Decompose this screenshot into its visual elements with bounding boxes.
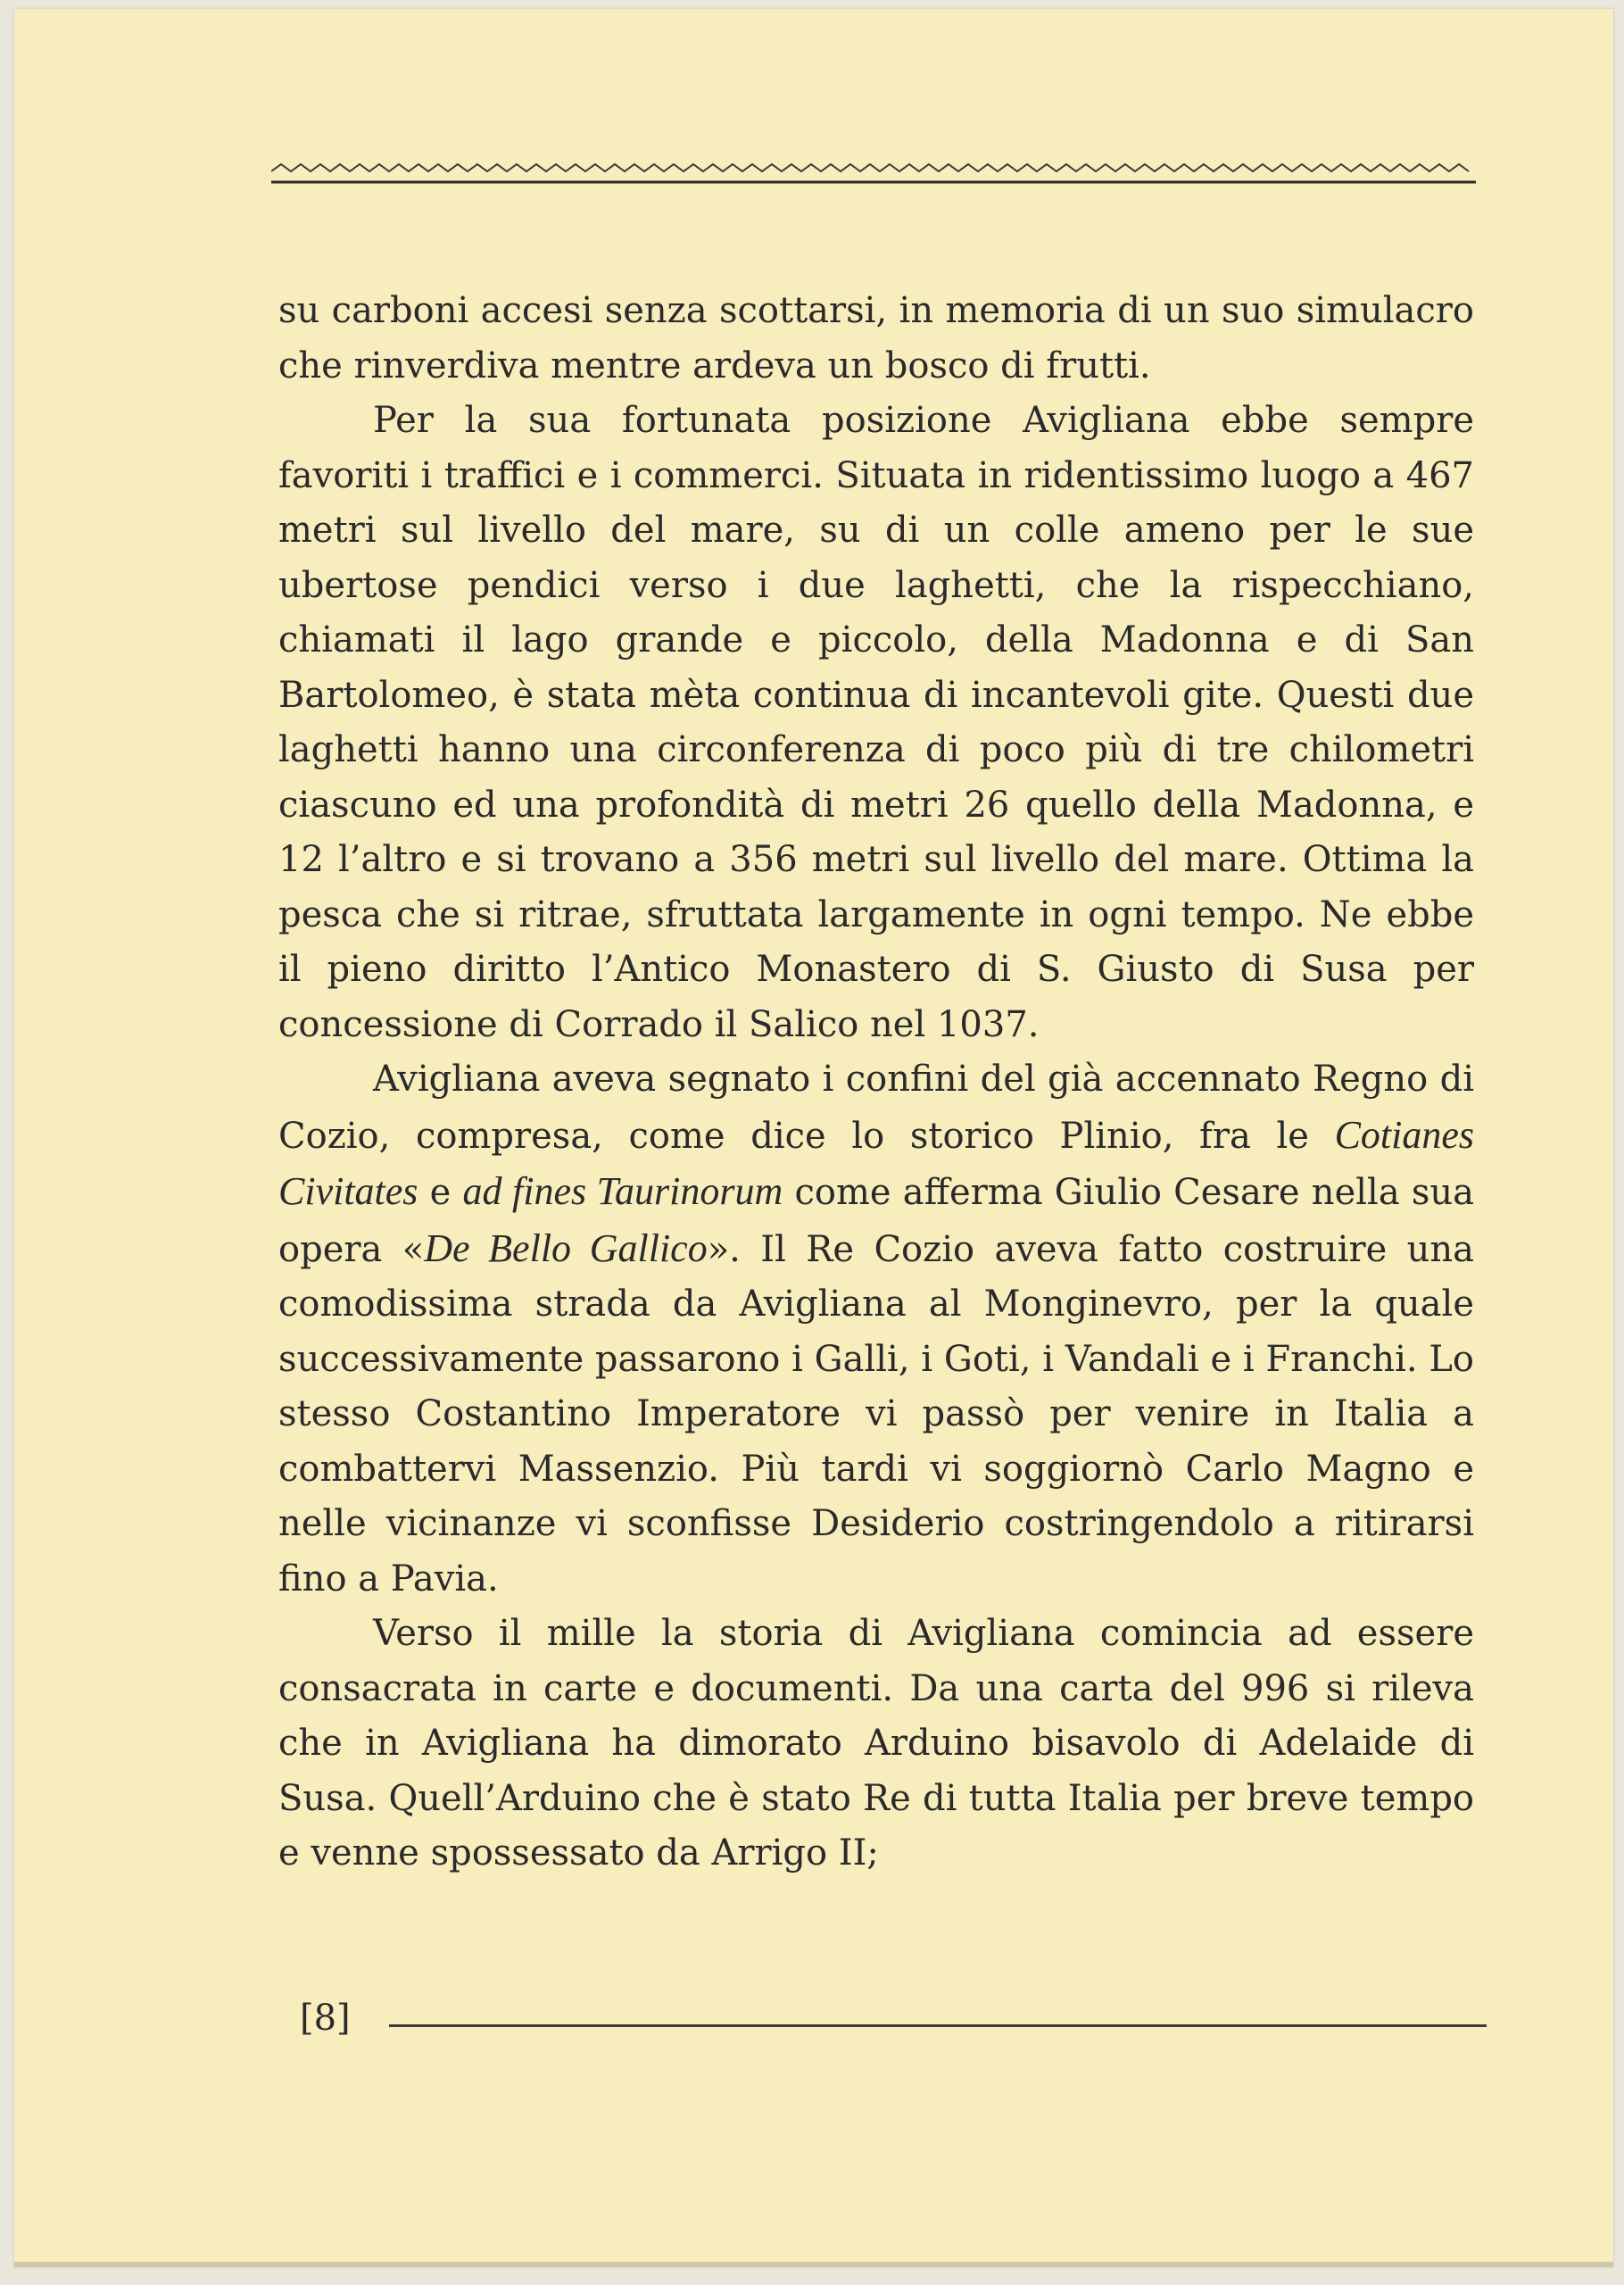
header-ornament	[271, 152, 1476, 187]
paragraph-4: Verso il mille la storia di Avigliana comincia ad essere consacrata in carte e documenti. Da una carta del 996 si rileva che in Avigliana ha dimorato Arduino bisavolo di Adelaide di Susa. Quell’Arduino che è stato Re di tutta Italia per breve tempo e venne spossessato da Arrigo II;	[278, 1613, 1474, 1874]
page-edge	[14, 2262, 1613, 2267]
paragraph-3-part-3: come afferma Giulio Cesare nella sua opera «	[278, 1172, 1475, 1270]
paragraph-3	[278, 1052, 1474, 1607]
book-page	[14, 9, 1613, 2267]
latin-phrase-cotianes: Cotianes Civitates	[278, 1112, 1475, 1213]
page-footer	[300, 1998, 1487, 2051]
body-text	[278, 284, 1474, 1882]
paragraph-1: su carboni accesi senza scottarsi, in memoria di un suo simulacro che rinverdiva mentre ardeva un bosco di frutti.	[278, 290, 1474, 386]
paragraph-3-part-4: ». Il Re Cozio aveva fatto costruire una comodissima strada da Avigliana al Monginevro, per la quale successivamente passarono i Galli, i Goti, i Vandali e i Franchi. Lo stesso Costantino Imperatore vi passò per venire in Italia a combattervi Massenzio. Più tardi vi soggiornò Carlo Magno e nelle vicinanze vi sconfisse Desiderio costringendolo a ritirarsi fino a Pavia.	[278, 1228, 1475, 1600]
book-title-de-bello-gallico: De Bello Gallico	[424, 1226, 708, 1270]
header-zigzag	[271, 164, 1469, 171]
paragraph-3-part-2: e	[429, 1172, 452, 1213]
paragraph-3-part-1: Avigliana aveva segnato i confini del già accennato Regno di Cozio, compresa, come dice lo storico Plinio, fra le	[278, 1059, 1474, 1157]
page-number: [8]	[300, 1998, 351, 2039]
footer-rule	[389, 2024, 1487, 2027]
latin-phrase-ad-fines: ad fines Taurinorum	[462, 1169, 783, 1213]
paragraph-2: Per la sua fortunata posizione Avigliana ebbe sempre favoriti i traffici e i commerci. Situata in ridentissimo luogo a 467 metri sul livello del mare, su di un colle ameno per le sue ubertose pendici verso i due laghetti, che la rispecchiano, chiamati il lago grande e piccolo, della Madonna e di San Bartolomeo, è stata mèta continua di incantevoli gite. Questi due laghetti hanno una circonferenza di poco più di tre chilometri ciascuno ed una profondità di metri 26 quello della Madonna, e 12 l’altro e si trovano a 356 metri sul livello del mare. Ottima la pesca che si ritrae, sfruttata largamente in ogni tempo. Ne ebbe il pieno diritto l’Antico Monastero di S. Giusto di Susa per concessione di Corrado il Salico nel 1037.	[278, 400, 1474, 1045]
